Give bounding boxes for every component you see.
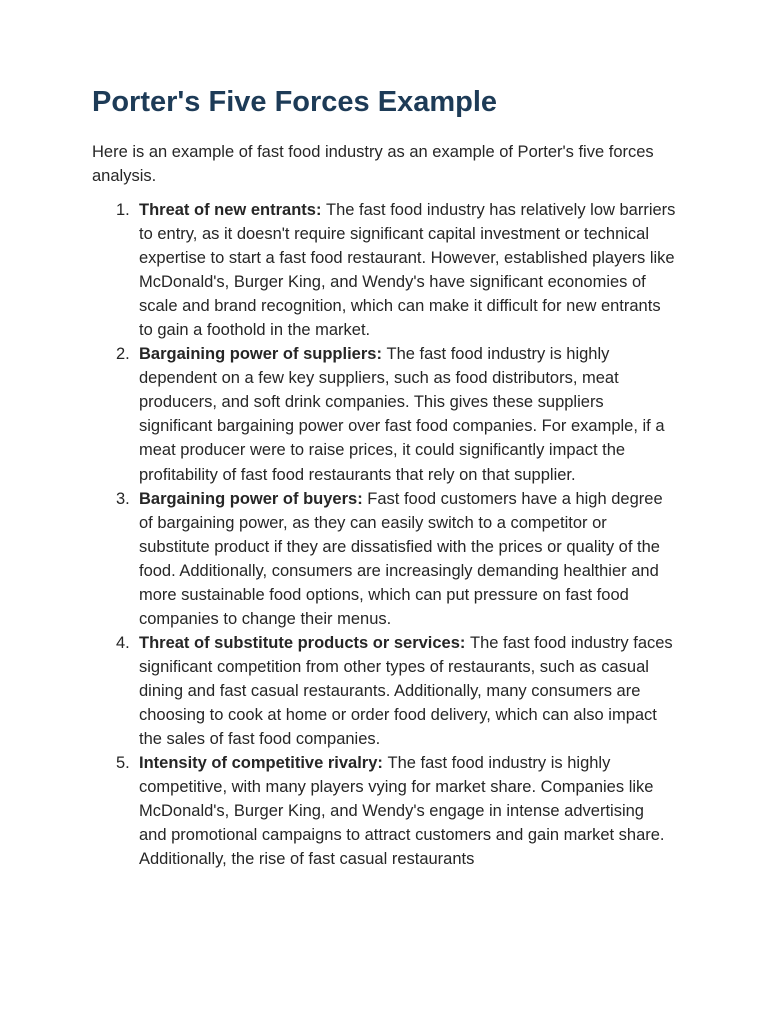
force-description: The fast food industry is highly dependent on a few key suppliers, such as food distributors, meat producers, and soft drink companies. This gives these suppliers significant bargaining power over fast food companies. For example, if a meat producer were to raise prices, it could significantly impact the profitability of fast food restaurants that rely on that supplier. bbox=[139, 345, 665, 484]
list-item-bargaining-power-of-buyers bbox=[92, 487, 676, 631]
force-description: The fast food industry is highly competitive, with many players vying for market share. Companies like McDonald's, Burger King, and Wendy's engage in intense advertising and promotional campaigns to attract customers and gain market share. Additionally, the rise of fast casual restaurants bbox=[139, 754, 665, 869]
force-term: Intensity of competitive rivalry: bbox=[139, 754, 388, 773]
list-number: 2. bbox=[116, 345, 130, 364]
page-title: Porter's Five Forces Example bbox=[92, 86, 498, 118]
list-item-competitive-rivalry bbox=[92, 751, 676, 871]
list-number: 3. bbox=[116, 489, 130, 508]
force-term: Bargaining power of buyers: bbox=[139, 489, 368, 508]
force-term: Threat of new entrants: bbox=[139, 201, 327, 219]
force-description: The fast food industry faces significant competition from other types of restaurants, such as casual dining and fast casual restaurants. Additionally, many consumers are choosing to cook at home or order food delivery, which can also impact the sales of fast food companies. bbox=[139, 633, 673, 749]
force-description: The fast food industry has relatively low barriers to entry, as it doesn't require significant capital investment or technical expertise to start a fast food restaurant. However, established players like McDonald's, Burger King, and Wendy's have significant economies of scale and brand recognition, which can make it difficult for new entrants to gain a foothold in the market. bbox=[139, 201, 676, 340]
list-number: 5. bbox=[116, 754, 130, 773]
list-number: 4. bbox=[116, 633, 130, 652]
forces-list bbox=[92, 198, 676, 871]
force-term: Bargaining power of suppliers: bbox=[139, 345, 387, 364]
list-number: 1. bbox=[116, 201, 130, 219]
force-description: Fast food customers have a high degree of bargaining power, as they can easily switch to a competitor or substitute product if they are dissatisfied with the prices or quality of the food. Additionally, consumers are increasingly demanding healthier and more sustainable food options, which can put pressure on fast food companies to change their menus. bbox=[139, 489, 663, 628]
list-item-bargaining-power-of-suppliers bbox=[92, 342, 676, 486]
list-item-threat-of-substitutes bbox=[92, 631, 676, 751]
list-item-threat-of-new-entrants bbox=[92, 198, 676, 342]
intro-paragraph: Here is an example of fast food industry as an example of Porter's five forces analysis. bbox=[92, 143, 654, 186]
force-term: Threat of substitute products or services: bbox=[139, 633, 470, 652]
